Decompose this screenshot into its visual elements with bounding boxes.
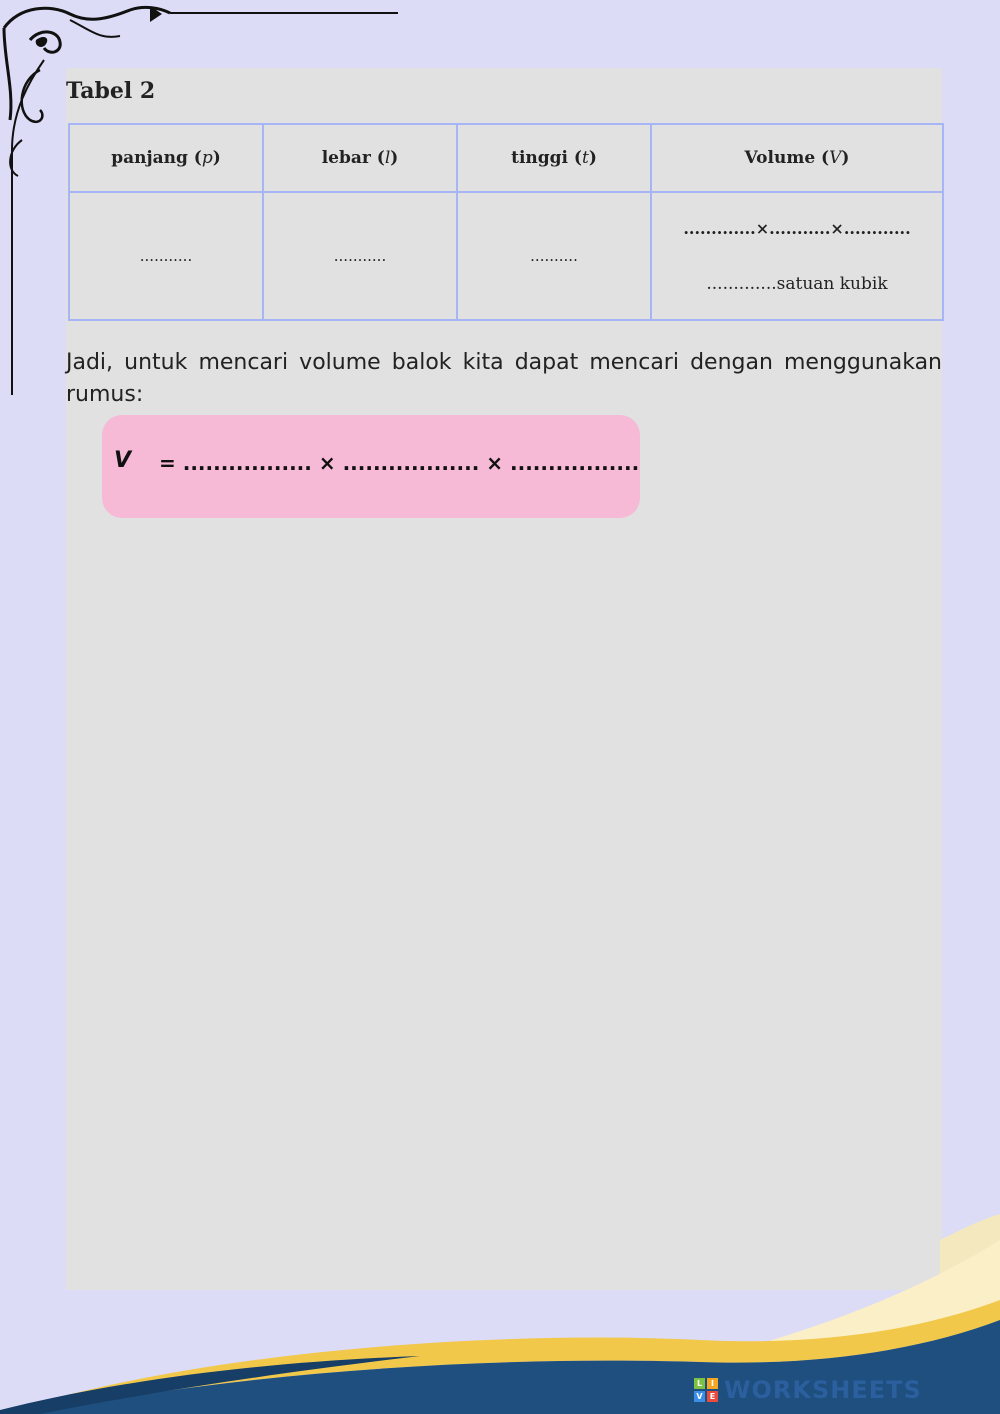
table-row bbox=[69, 192, 943, 320]
table-title: Tabel 2 bbox=[66, 78, 156, 104]
header-tinggi: tinggi (t) bbox=[457, 124, 651, 192]
volume-expression[interactable]: .............×...........×............ bbox=[683, 218, 911, 238]
header-lebar: lebar (l) bbox=[263, 124, 457, 192]
cell-volume[interactable] bbox=[651, 192, 943, 320]
table-header-row bbox=[69, 124, 943, 192]
cell-lebar[interactable]: ........... bbox=[263, 192, 457, 320]
cell-tinggi[interactable]: .......... bbox=[457, 192, 651, 320]
volume-table bbox=[68, 123, 944, 321]
brand-wordmark: WORKSHEETS bbox=[724, 1376, 922, 1404]
formula-blanks[interactable]: = ................. × .................. × ................. bbox=[159, 451, 640, 475]
conclusion-paragraph: Jadi, untuk mencari volume balok kita dapat mencari dengan menggunakan rumus: bbox=[66, 350, 942, 407]
header-volume: Volume (V) bbox=[651, 124, 943, 192]
formula-box bbox=[102, 415, 640, 518]
cell-panjang[interactable]: ........... bbox=[69, 192, 263, 320]
volume-result[interactable]: .............satuan kubik bbox=[706, 273, 888, 294]
formula-symbol: V bbox=[114, 448, 132, 473]
header-panjang: panjang (p) bbox=[69, 124, 263, 192]
live-worksheets-logo-icon: L I V E bbox=[694, 1378, 718, 1402]
